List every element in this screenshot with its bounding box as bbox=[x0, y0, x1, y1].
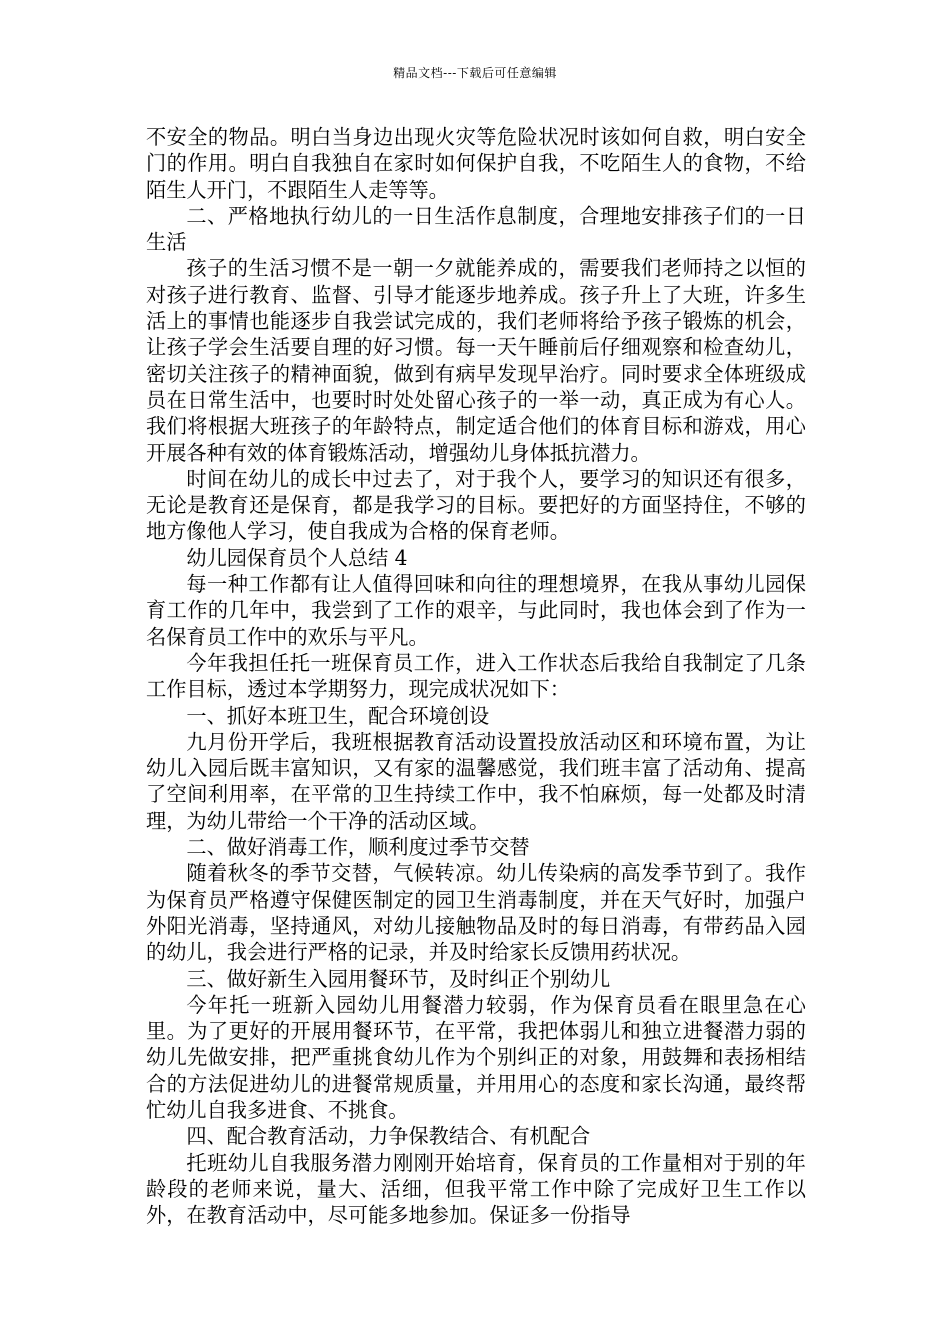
section-heading: 二、严格地执行幼儿的一日生活作息制度，合理地安排孩子们的一日生活 bbox=[146, 203, 806, 255]
section-heading: 二、做好消毒工作，顺利度过季节交替 bbox=[186, 835, 530, 860]
document-body bbox=[146, 124, 806, 1228]
paragraph: 九月份开学后，我班根据教育活动设置投放活动区和环境布置，为让幼儿入园后既丰富知识，又有家的温馨感觉，我们班丰富了活动角、提高了空间利用率，在平常的卫生持续工作中，我不怕麻烦，每一处都及时清理，为幼儿带给一个干净的活动区域。 bbox=[146, 729, 806, 833]
document-title: 幼儿园保育员个人总结 4 bbox=[186, 545, 408, 570]
page-header: 精品文档---下载后可任意编辑 bbox=[393, 66, 557, 80]
paragraph: 今年我担任托一班保育员工作，进入工作状态后我给自我制定了几条工作目标，透过本学期努力，现完成状况如下： bbox=[146, 650, 806, 702]
paragraph: 时间在幼儿的成长中过去了，对于我个人，要学习的知识还有很多，无论是教育还是保育，都是我学习的目标。要把好的方面坚持住，不够的地方像他人学习，使自我成为合格的保育老师。 bbox=[146, 466, 806, 544]
paragraph: 每一种工作都有让人值得回味和向往的理想境界，在我从事幼儿园保育工作的几年中，我尝到了工作的艰辛，与此同时，我也体会到了作为一名保育员工作中的欢乐与平凡。 bbox=[146, 572, 806, 649]
paragraph: 不安全的物品。明白当身边出现火灾等危险状况时该如何自救，明白安全门的作用。明白自我独自在家时如何保护自我，不吃陌生人的食物，不给陌生人开门，不跟陌生人走等等。 bbox=[146, 125, 806, 202]
paragraph: 随着秋冬的季节交替，气候转凉。幼儿传染病的高发季节到了。我作为保育员严格遵守保健医制定的园卫生消毒制度，并在天气好时，加强户外阳光消毒，坚持通风，对幼儿接触物品及时的每日消毒，有带药品入园的幼儿，我会进行严格的记录，并及时给家长反馈用药状况。 bbox=[146, 861, 806, 965]
paragraph: 今年托一班新入园幼儿用餐潜力较弱，作为保育员看在眼里急在心里。为了更好的开展用餐环节，在平常，我把体弱儿和独立进餐潜力弱的幼儿先做安排，把严重挑食幼儿作为个别纠正的对象，用鼓舞和表扬相结合的方法促进幼儿的进餐常规质量，并用用心的态度和家长沟通，最终帮忙幼儿自我多进食、不挑食。 bbox=[146, 992, 806, 1122]
section-heading: 三、做好新生入园用餐环节，及时纠正个别幼儿 bbox=[186, 966, 611, 991]
section-heading: 一、抓好本班卫生，配合环境创设 bbox=[186, 703, 490, 728]
section-heading: 四、配合教育活动，力争保教结合、有机配合 bbox=[186, 1124, 591, 1149]
paragraph: 托班幼儿自我服务潜力刚刚开始培育，保育员的工作量相对于别的年龄段的老师来说，量大、活细，但我平常工作中除了完成好卫生工作以外，在教育活动中，尽可能多地参加。保证多一份指导 bbox=[146, 1150, 806, 1228]
paragraph: 孩子的生活习惯不是一朝一夕就能养成的，需要我们老师持之以恒的对孩子进行教育、监督、引导才能逐步地养成。孩子升上了大班，许多生活上的事情也能逐步自我尝试完成的，我们老师将给予孩子锻炼的机会，让孩子学会生活要自理的好习惯。每一天午睡前后仔细观察和检查幼儿，密切关注孩子的精神面貌，做到有病早发现早治疗。同时要求全体班级成员在日常生活中，也要时时处处留心孩子的一举一动，真正成为有心人。我们将根据大班孩子的年龄特点，制定适合他们的体育目标和游戏，用心开展各种有效的体育锻炼活动，增强幼儿身体抵抗潜力。 bbox=[146, 256, 806, 465]
